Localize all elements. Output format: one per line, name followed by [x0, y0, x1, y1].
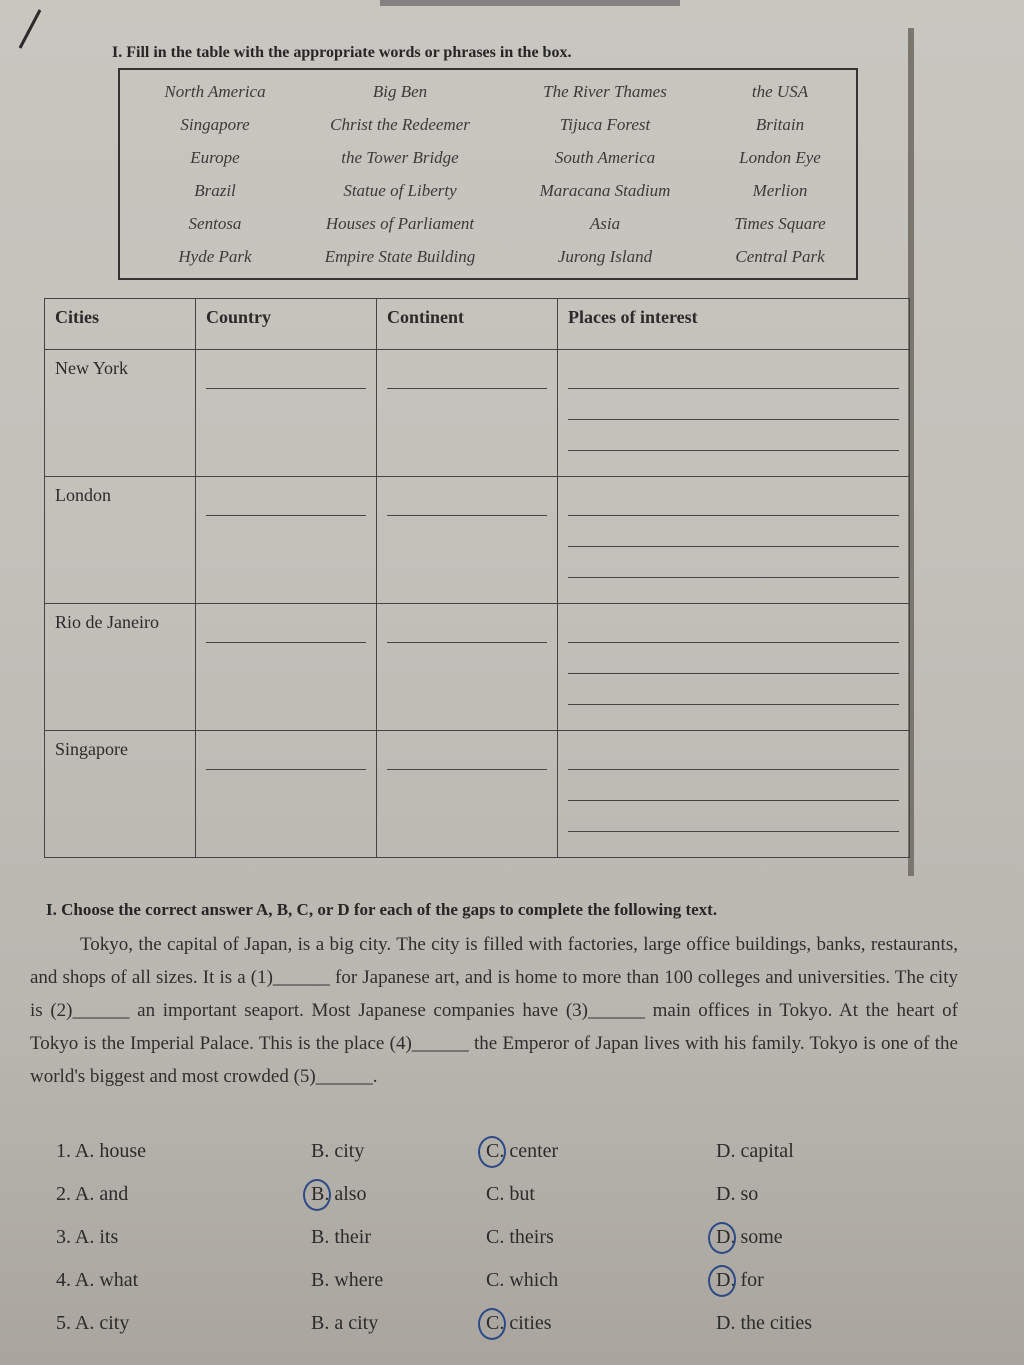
pen-circle-mark [303, 1179, 331, 1211]
word-box-item: Jurong Island [557, 247, 653, 266]
header-cities: Cities [45, 299, 196, 350]
answer-blank[interactable] [206, 370, 366, 389]
word-box-item: Times Square [734, 214, 826, 233]
answer-blank[interactable] [568, 655, 899, 674]
option-b[interactable] [311, 1226, 486, 1269]
word-box [118, 68, 858, 280]
answer-blank[interactable] [568, 432, 899, 451]
option-label: C. cities [486, 1312, 552, 1334]
passage-text: Tokyo, the capital of Japan, is a big city. The city is filled with factories, large office buildings, banks, restaurants, and shops of all sizes. It is a (1)______ for Japanese art, and is home to more than 100 colleges and universities. The city is (2)______ an important seaport. Most Japanese companies have (3)______ main offices in Tokyo. At the heart of Tokyo is the Imperial Palace. This is the place (4)______ the Emperor of Japan lives with his family. Tokyo is one of the world's biggest and most crowded (5)______. [30, 934, 958, 1087]
option-b[interactable] [311, 1183, 486, 1226]
header-country: Country [196, 299, 377, 350]
word-box-item: Statue of Liberty [343, 181, 457, 200]
option-d[interactable] [716, 1269, 916, 1312]
question-row [56, 1226, 956, 1269]
option-label: 3. A. its [56, 1226, 119, 1248]
question-row [56, 1183, 956, 1226]
pen-circle-mark [478, 1308, 506, 1340]
header-places: Places of interest [558, 299, 910, 350]
word-box-item: Big Ben [372, 82, 428, 101]
continent-cell [377, 731, 558, 858]
option-a[interactable] [56, 1269, 311, 1312]
question-row [56, 1140, 956, 1183]
word-box-item: The River Thames [543, 82, 667, 101]
option-a[interactable] [56, 1226, 311, 1269]
table-row [45, 350, 910, 477]
header-continent: Continent [377, 299, 558, 350]
option-d[interactable] [716, 1312, 916, 1355]
word-box-item: Christ the Redeemer [330, 115, 470, 134]
reading-passage [30, 928, 958, 1093]
word-box-item: South America [554, 148, 656, 167]
city-cell: London [45, 477, 196, 604]
word-box-item: the Tower Bridge [341, 148, 459, 167]
table-row [45, 604, 910, 731]
option-b[interactable] [311, 1140, 486, 1183]
option-label: 5. A. city [56, 1312, 130, 1334]
answer-blank[interactable] [568, 401, 899, 420]
fill-in-table [44, 298, 910, 858]
question-row [56, 1269, 956, 1312]
option-c[interactable] [486, 1140, 716, 1183]
option-d[interactable] [716, 1226, 916, 1269]
section-2-title: I. Choose the correct answer A, B, C, or D for each of the gaps to complete the following text. [46, 900, 718, 919]
answer-blank[interactable] [568, 782, 899, 801]
option-a[interactable] [56, 1140, 311, 1183]
places-cell [558, 604, 910, 731]
answer-blank[interactable] [206, 751, 366, 770]
option-label: B. also [311, 1183, 367, 1205]
city-cell: Singapore [45, 731, 196, 858]
option-b[interactable] [311, 1312, 486, 1355]
word-box-item: the USA [751, 82, 809, 101]
word-box-item: Hyde Park [178, 247, 252, 266]
answer-blank[interactable] [387, 624, 547, 643]
table-header-row [45, 299, 910, 350]
table-row [45, 731, 910, 858]
cropped-header [380, 0, 680, 6]
answer-blank[interactable] [387, 370, 547, 389]
answer-blank[interactable] [568, 559, 899, 578]
option-label: C. which [486, 1269, 559, 1291]
word-box-item: Britain [755, 115, 805, 134]
continent-cell [377, 350, 558, 477]
section-1-title: I. Fill in the table with the appropriate words or phrases in the box. [112, 44, 572, 61]
answer-blank[interactable] [568, 813, 899, 832]
country-cell [196, 731, 377, 858]
option-label: C. but [486, 1183, 535, 1205]
option-label: C. theirs [486, 1226, 554, 1248]
country-cell [196, 477, 377, 604]
word-box-item: Tijuca Forest [559, 115, 651, 134]
word-box-item: London Eye [739, 148, 821, 167]
answer-blank[interactable] [568, 528, 899, 547]
option-c[interactable] [486, 1226, 716, 1269]
places-cell [558, 477, 910, 604]
answer-blank[interactable] [568, 751, 899, 770]
option-d[interactable] [716, 1140, 916, 1183]
answer-blank[interactable] [568, 686, 899, 705]
option-label: B. city [311, 1140, 365, 1162]
pen-circle-mark [708, 1222, 736, 1254]
continent-cell [377, 604, 558, 731]
answer-blank[interactable] [387, 497, 547, 516]
option-label: D. for [716, 1269, 764, 1291]
question-row [56, 1312, 956, 1355]
continent-cell [377, 477, 558, 604]
country-cell [196, 604, 377, 731]
option-a[interactable] [56, 1312, 311, 1355]
option-c[interactable] [486, 1312, 716, 1355]
word-box-item: Singapore [180, 115, 250, 134]
word-box-item: Merlion [752, 181, 808, 200]
option-label: 2. A. and [56, 1183, 129, 1205]
option-label: C. center [486, 1140, 559, 1162]
option-c[interactable] [486, 1269, 716, 1312]
option-label: D. so [716, 1183, 759, 1205]
option-label: D. the cities [716, 1312, 813, 1334]
option-label: D. some [716, 1226, 783, 1248]
answer-blank[interactable] [206, 624, 366, 643]
answer-blank[interactable] [568, 624, 899, 643]
country-cell [196, 350, 377, 477]
option-a[interactable] [56, 1183, 311, 1226]
pen-circle-mark [708, 1265, 736, 1297]
option-c[interactable] [486, 1183, 716, 1226]
city-cell: New York [45, 350, 196, 477]
option-label: B. their [311, 1226, 371, 1248]
word-box-item: Empire State Building [324, 247, 476, 266]
option-label: D. capital [716, 1140, 794, 1162]
answer-blank[interactable] [568, 370, 899, 389]
option-d[interactable] [716, 1183, 916, 1226]
word-box-item: Houses of Parliament [325, 214, 475, 233]
word-box-item: Maracana Stadium [539, 181, 671, 200]
word-box-item: Asia [589, 214, 621, 233]
answer-options [56, 1140, 956, 1355]
option-label: 4. A. what [56, 1269, 139, 1291]
table-row [45, 477, 910, 604]
city-cell: Rio de Janeiro [45, 604, 196, 731]
word-box-item: Europe [190, 148, 240, 167]
places-cell [558, 731, 910, 858]
option-label: 1. A. house [56, 1140, 146, 1162]
word-box-item: Brazil [194, 181, 236, 200]
option-b[interactable] [311, 1269, 486, 1312]
pen-circle-mark [478, 1136, 506, 1168]
word-box-item: Central Park [735, 247, 825, 266]
word-box-item: North America [164, 82, 266, 101]
answer-blank[interactable] [387, 751, 547, 770]
pen-mark [14, 8, 44, 50]
answer-blank[interactable] [206, 497, 366, 516]
option-label: B. where [311, 1269, 384, 1291]
option-label: B. a city [311, 1312, 379, 1334]
word-box-item: Sentosa [188, 214, 242, 233]
answer-blank[interactable] [568, 497, 899, 516]
places-cell [558, 350, 910, 477]
word-grid [120, 70, 856, 280]
